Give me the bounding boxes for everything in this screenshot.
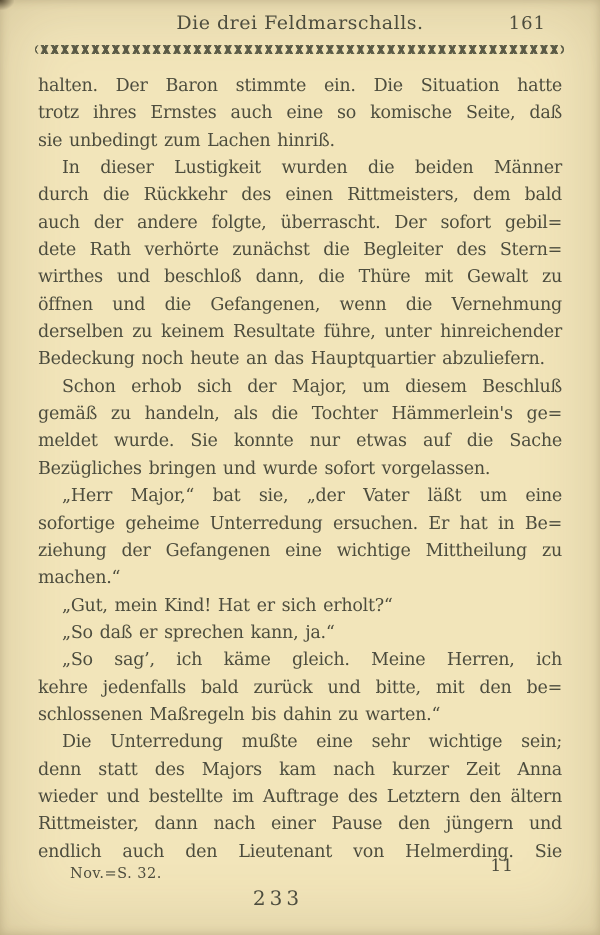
text-line: sofortige geheime Unterredung ersuchen. Er hat in Be= <box>38 513 562 534</box>
text-line: „So sag’, ich käme gleich. Meine Herren, ich <box>62 650 562 671</box>
signature-mark: Nov.=S. 32. <box>70 866 162 882</box>
text-line: durch die Rückkehr des einen Rittmeisters, dem bald <box>38 185 562 206</box>
running-head <box>38 12 562 38</box>
text-line: Die Unterredung mußte eine sehr wichtige sein; <box>62 732 562 753</box>
text-line: „Herr Major,“ bat sie, „der Vater läßt um eine <box>62 486 562 507</box>
quire-number: 11 <box>490 856 514 876</box>
text-line: Rittmeister, dann nach einer Pause den jüngern und <box>38 814 562 835</box>
text-line: schlossenen Maßregeln bis dahin zu warten.“ <box>38 704 441 725</box>
body-text <box>38 73 562 866</box>
text-line: gemäß zu handeln, als die Tochter Hämmerlein's ge= <box>38 404 562 425</box>
text-line: öffnen und die Gefangenen, wenn die Vernehmung <box>38 294 562 315</box>
text-line: Bezügliches bringen und wurde sofort vorgelassen. <box>38 458 491 479</box>
text-line: denn statt des Majors kam nach kurzer Zeit Anna <box>38 759 562 780</box>
text-line: trotz ihres Ernstes auch eine so komische Seite, daß <box>38 103 562 124</box>
text-line: wieder und bestellte im Auftrage des Letztern den ältern <box>38 786 562 807</box>
scan-artifact <box>0 0 14 10</box>
text-line: wirthes und beschloß dann, die Thüre mit Gewalt zu <box>38 267 562 288</box>
text-line: kehre jedenfalls bald zurück und bitte, mit den be= <box>38 677 562 698</box>
text-line: endlich auch den Lieutenant von Helmerding. Sie <box>38 841 562 862</box>
text-line: halten. Der Baron stimmte ein. Die Situation hatte <box>38 76 562 96</box>
chapter-title: Die drei Feldmarschalls. <box>176 12 424 34</box>
text-line: derselben zu keinem Resultate führe, unter hinreichender <box>38 322 562 343</box>
text-line: In dieser Lustigkeit wurden die beiden Männer <box>62 158 562 179</box>
text-line: dete Rath verhörte zunächst die Begleiter des Stern= <box>38 240 562 261</box>
page-number: 161 <box>508 13 546 34</box>
text-line: machen.“ <box>38 568 121 589</box>
text-line: sie unbedingt zum Lachen hinriß. <box>38 130 335 151</box>
text-line: „Gut, mein Kind! Hat er sich erholt?“ <box>62 595 393 616</box>
text-line: auch der andere folgte, überrascht. Der sofort gebil= <box>38 212 562 233</box>
text-line: meldet wurde. Sie konnte nur etwas auf die Sache <box>38 431 562 452</box>
text-line: Schon erhob sich der Major, um diesem Beschluß <box>62 376 562 397</box>
text-line: Bedeckung noch heute an das Hauptquartier abzuliefern. <box>38 349 545 370</box>
ornamental-rule <box>35 45 564 54</box>
text-line: ziehung der Gefangenen eine wichtige Mittheilung zu <box>38 540 562 561</box>
text-line: „So daß er sprechen kann, ja.“ <box>62 622 335 643</box>
scan-page-number: 233 <box>252 886 304 910</box>
